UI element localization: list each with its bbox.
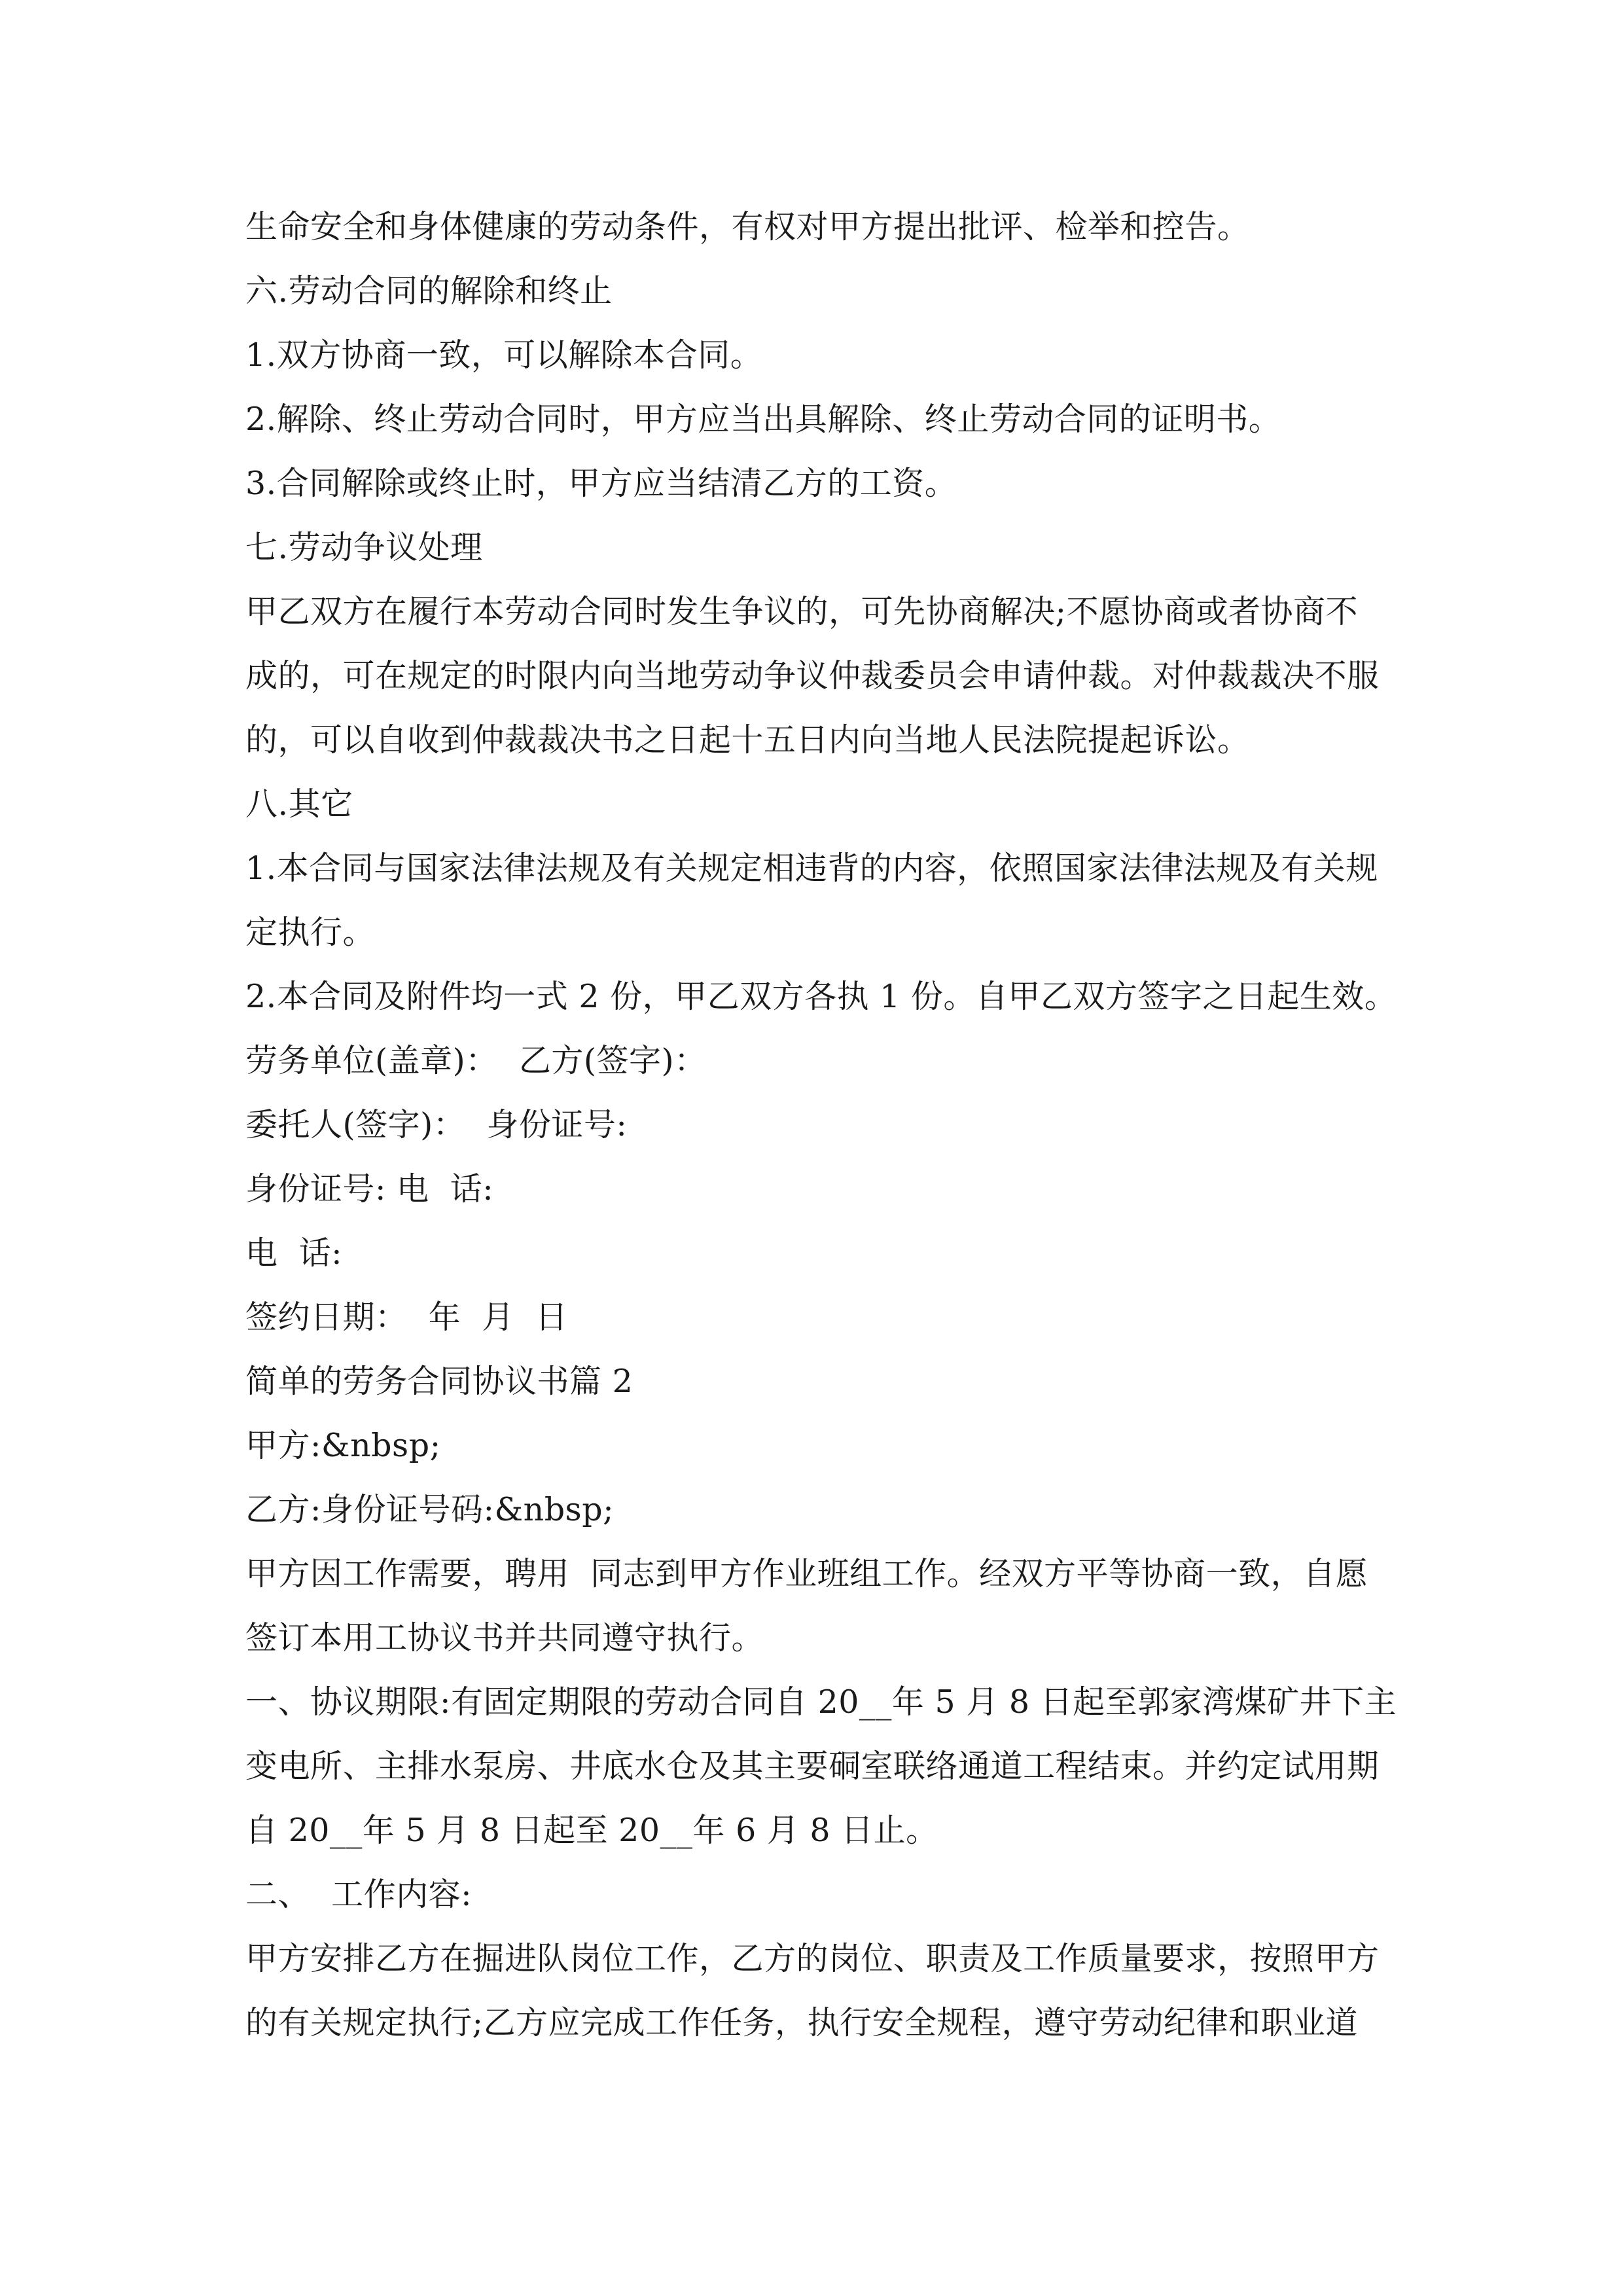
section-heading: 二、 工作内容: [245, 1876, 473, 1913]
party-b-line: 乙方:身份证号码:&nbsp; [245, 1491, 615, 1528]
text-line: 1.本合同与国家法律法规及有关规定相违背的内容，依照国家法律法规及有关规 [245, 850, 1378, 887]
text-line: 的，可以自收到仲裁裁决书之日起十五日内向当地人民法院提起诉讼。 [245, 721, 1250, 759]
text-line: 的有关规定执行;乙方应完成工作任务，执行安全规程，遵守劳动纪律和职业道 [245, 2004, 1359, 2041]
signature-line: 身份证号: 电 话: [245, 1170, 494, 1208]
text-line: 签订本用工协议书并共同遵守执行。 [245, 1619, 764, 1657]
text-line: 甲乙双方在履行本劳动合同时发生争议的，可先协商解决;不愿协商或者协商不 [245, 593, 1359, 630]
signature-line: 电 话: [245, 1234, 343, 1272]
signature-line: 劳务单位(盖章)： 乙方(签字)： [245, 1042, 707, 1079]
text-line: 生命安全和身体健康的劳动条件，有权对甲方提出批评、检举和控告。 [245, 208, 1250, 245]
text-line: 3.合同解除或终止时，甲方应当结清乙方的工资。 [245, 465, 957, 502]
signature-line: 委托人(签字)： 身份证号: [245, 1106, 628, 1143]
text-line: 一、协议期限:有固定期限的劳动合同自 20__年 5 月 8 日起至郭家湾煤矿井下主 [245, 1683, 1397, 1721]
text-line: 2.解除、终止劳动合同时，甲方应当出具解除、终止劳动合同的证明书。 [245, 401, 1281, 438]
party-a-line: 甲方:&nbsp; [245, 1427, 441, 1464]
text-line: 成的，可在规定的时限内向当地劳动争议仲裁委员会申请仲裁。对仲裁裁决不服 [245, 657, 1380, 694]
section-heading: 八.其它 [245, 785, 353, 823]
text-line: 自 20__年 5 月 8 日起至 20__年 6 月 8 日止。 [245, 1812, 938, 1849]
text-line: 定执行。 [245, 914, 376, 951]
document-body [245, 195, 1397, 2055]
text-line: 甲方安排乙方在掘进队岗位工作，乙方的岗位、职责及工作质量要求，按照甲方 [245, 1940, 1380, 1977]
document-title: 简单的劳务合同协议书篇 2 [245, 1363, 633, 1400]
text-line: 2.本合同及附件均一式 2 份，甲乙双方各执 1 份。自甲乙双方签字之日起生效。 [245, 978, 1397, 1015]
signing-date-line: 签约日期： 年 月 日 [245, 1299, 568, 1336]
text-line: 1.双方协商一致，可以解除本合同。 [245, 336, 763, 374]
text-line: 甲方因工作需要，聘用 同志到甲方作业班组工作。经双方平等协商一致，自愿 [245, 1555, 1368, 1592]
section-heading: 七.劳动争议处理 [245, 529, 483, 566]
text-line: 变电所、主排水泵房、井底水仓及其主要硐室联络通道工程结束。并约定试用期 [245, 1748, 1380, 1785]
section-heading: 六.劳动合同的解除和终止 [245, 272, 613, 310]
